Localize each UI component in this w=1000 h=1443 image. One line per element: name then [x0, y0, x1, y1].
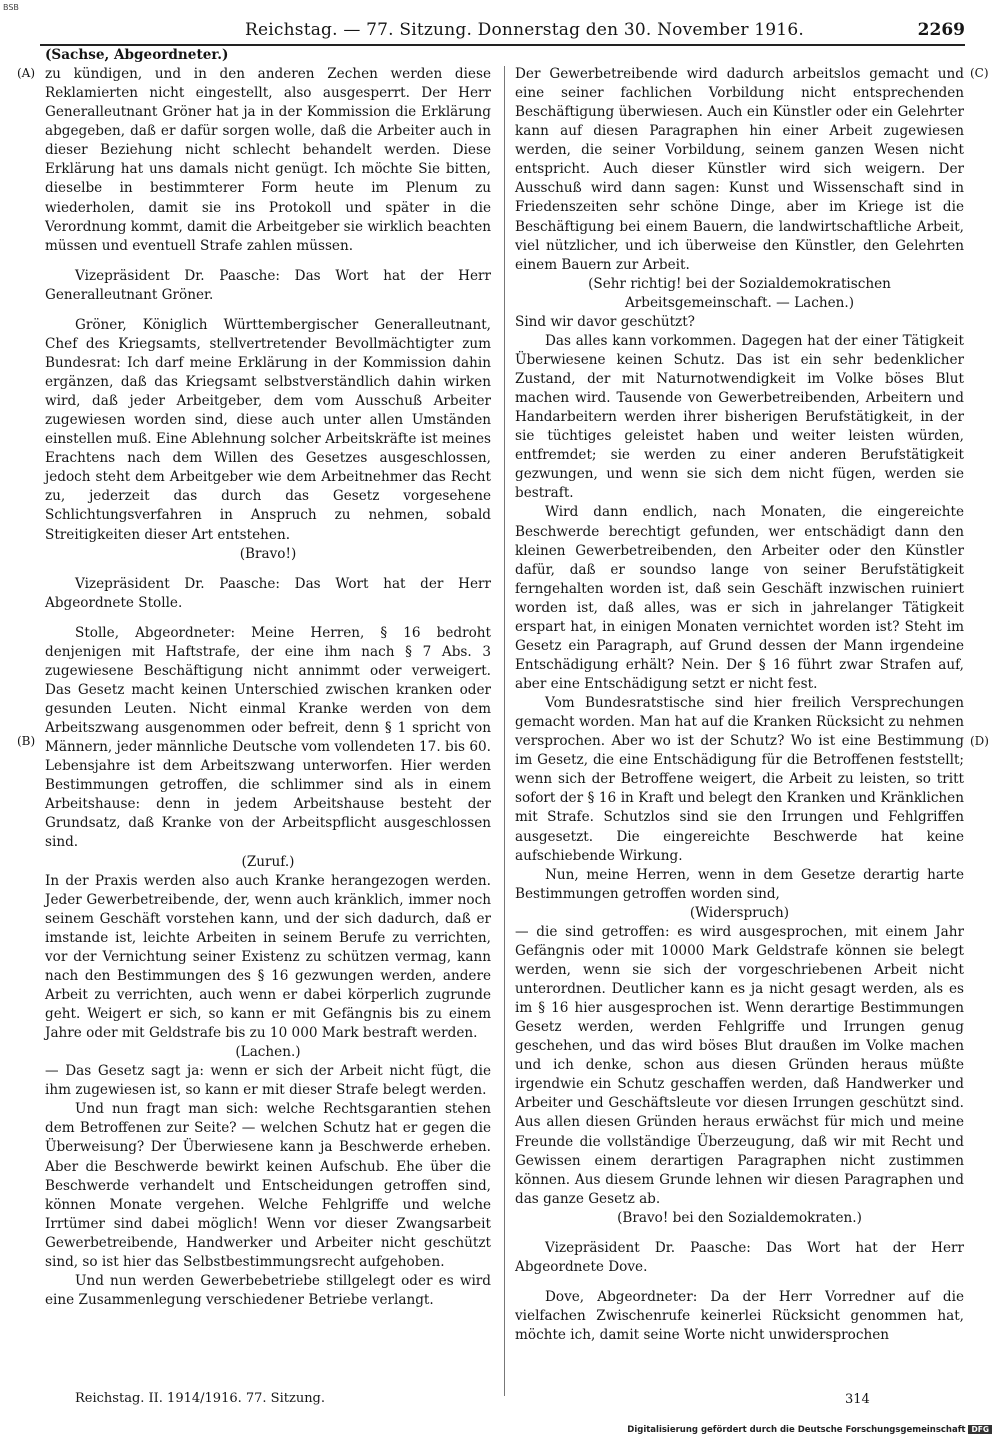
- right-column-paragraph: (Widerspruch): [689, 904, 790, 921]
- left-column-paragraph: Gröner, Königlich Württembergischer Generalleutnant, Chef des Kriegsamts, stellvertretender Bevollmächtigter zum Bundesrat: Ich darf meine Erklärung in der Kommission dahin ergänzen, daß das Kriegsamt selbstverständlich dahin wirken wird, daß jeder Arbeitgeber, dem vom Ausschuß Arbeiter zugewiesen worden sind, diese auch unter allen Umständen einstellen muß. Eine Ablehnung solcher Arbeitskräfte ist meines Erachtens nach dem Willen des Gesetzes ausgeschlossen, jedoch steht dem Arbeitgeber wie dem Arbeitnehmer das Recht zu, jederzeit das durch das Gesetz vorgesehene Schlichtungsverfahren in Anspruch zu nehmen, sobald Streitigkeiten dieser Art entstehen.: [45, 316, 491, 543]
- right-column-paragraph: Sind wir davor geschützt?: [515, 313, 695, 330]
- header-title: Reichstag. — 77. Sitzung. Donnerstag den 30. November 1916.: [245, 20, 804, 40]
- paragraph-gap: [45, 305, 491, 316]
- right-column-paragraph: Nun, meine Herren, wenn in dem Gesetze derartig harte Bestimmungen getroffen worden sind,: [515, 866, 964, 902]
- footer-page-count: 314: [845, 1392, 870, 1407]
- right-column-paragraph: Vizepräsident Dr. Paasche: Das Wort hat der Herr Abgeordnete Dove.: [515, 1239, 964, 1275]
- left-column-paragraph: (Zuruf.): [241, 853, 295, 870]
- left-column-paragraph: Stolle, Abgeordneter: Meine Herren, § 16 bedroht denjenigen mit Haftstrafe, der eine ihm nach § 7 Abs. 3 zugewiesene Beschäftigung nicht annimmt oder verweigert. Das Gesetz macht keinen Unterschied zwischen kranken oder gesunden Leuten. Nicht einmal Kranke werden von dem Arbeitszwang ausgenommen oder befreit, denn § 1 spricht von Männern, jeder männliche Deutsche vom vollendeten 17. bis 60. Lebensjahre ist dem Arbeitszwang unterworfen. Hier werden Bestimmungen getroffen, die schlimmer sind als in einem Arbeitshause: denn in jedem Arbeitshause besteht der Grundsatz, daß Kranke von der Arbeitspflicht ausgeschlossen sind.: [45, 624, 491, 851]
- page-number: 2269: [917, 20, 965, 40]
- margin-label-b: (B): [17, 734, 36, 748]
- right-column-paragraph: Das alles kann vorkommen. Dagegen hat der einer Tätigkeit Überwiesene keinen Schutz. Das ist ein sehr bedenklicher Zustand, der mit Naturnotwendigkeit im Volke böses Blut machen wird. Tausende von Gewerbetreibenden, Arbeitern und Handarbeitern werden ihrer bisherigen Berufstätigkeit, in der sie tüchtiges geleistet haben und weiter leisten würden, entfremdet; sie werden zu einer anderen Berufstätigkeit gezwungen, und wenn sie sich dem nicht fügen, werden sie bestraft.: [515, 332, 964, 502]
- left-column-paragraph: Und nun fragt man sich: welche Rechtsgarantien stehen dem Betroffenen zur Seite? — welchen Schutz hat er gegen die Überweisung? Der Überwiesene kann ja Beschwerde erheben. Aber die Beschwerde bewirkt keinen Aufschub. Ehe über die Beschwerde verhandelt und Entscheidungen getroffen sind, können Monate vergehen. Welche Fehlgriffe und welche Irrtümer sind dabei möglich! Wenn vor dieser Zwangsarbeit Gewerbetreibende, Handwerker und Arbeiter nicht geschützt sind, so ist hier das Selbstbestimmungsrecht aufgehoben.: [45, 1101, 491, 1270]
- left-text-column: [45, 46, 491, 1310]
- left-column-paragraph: Vizepräsident Dr. Paasche: Das Wort hat der Herr Abgeordnete Stolle.: [45, 575, 491, 611]
- right-column-paragraph: Wird dann endlich, nach Monaten, die eingereichte Beschwerde berechtigt gefunden, wer entschädigt dann den kleinen Gewerbetreibenden, den Arbeiter oder den Künstler dafür, daß er soundso lange von seiner Berufstätigkeit ferngehalten worden ist, daß sein Geschäft inzwischen ruiniert worden ist, daß alles, was er sich in jahrelanger Tätigkeit erspart hat, in einigen Monaten vernichtet worden ist? Steht im Gesetz ein Paragraph, auf Grund dessen der Mann irgendeine Entschädigung erhält? Nein. Der § 16 führt zwar Strafen auf, aber eine Entschädigung setzt er nicht fest.: [515, 504, 964, 692]
- right-column-paragraph: (Bravo! bei den Sozialdemokraten.): [617, 1209, 862, 1226]
- margin-label-a: (A): [17, 66, 36, 80]
- digitization-text: Digitalisierung gefördert durch die Deutsche Forschungsgemeinschaft: [627, 1425, 966, 1435]
- margin-label-d: (D): [970, 734, 989, 748]
- left-column-paragraph: Vizepräsident Dr. Paasche: Das Wort hat der Herr Generalleutnant Gröner.: [45, 267, 491, 303]
- left-column-paragraph: Und nun werden Gewerbebetriebe stillgelegt oder es wird eine Zusammenlegung verschiedener Betriebe verlangt.: [45, 1272, 491, 1308]
- right-column-paragraph: Der Gewerbetreibende wird dadurch arbeitslos gemacht und eine seiner fachlichen Vorbildung nicht entsprechenden Beschäftigung überwiesen. Auch ein Künstler oder ein Gelehrter kann auf diesen Paragraphen hin einer Arbeit zugewiesen werden, die seiner Vorbildung, seinem ganzen Wesen nicht entspricht. Auch dieser Künstler wird sich weigern. Der Ausschuß wird dann sagen: Kunst und Wissenschaft sind in Friedenszeiten sehr schöne Dinge, aber im Kriege ist die Beschäftigung bei einem Bauern, die landwirtschaftliche Arbeit, viel nützlicher, und ich überweise den Künstler, den Gelehrten einem Bauern zur Arbeit.: [515, 66, 964, 273]
- left-column-paragraph: (Sachse, Abgeordneter.): [45, 47, 229, 63]
- left-column-paragraph: (Lachen.): [235, 1044, 301, 1061]
- paragraph-gap: [45, 564, 491, 575]
- right-column-paragraph: (Sehr richtig! bei der Sozialdemokratischen Arbeitsgemeinschaft. — Lachen.): [588, 275, 891, 311]
- right-text-column: [515, 65, 964, 1345]
- left-column-paragraph: zu kündigen, und in den anderen Zechen werden diese Reklamierten nicht eingestellt, also ausgesperrt. Der Herr Generalleutnant Gröner hat ja in der Kommission die Erklärung abgegeben, daß er dafür sorgen wolle, daß die Arbeiter auch in dieser Beziehung nicht schlecht behandelt werden. Diese Erklärung hat uns damals nicht genügt. Ich möchte Sie bitten, dieselbe in bestimmterer Form heute im Plenum zu wiederholen, damit sie ins Protokoll und später in die Verordnung kommt, damit die Arbeitgeber sie wirklich beachten müssen und eventuell Strafe zahlen müssen.: [45, 66, 491, 254]
- paragraph-gap: [515, 1277, 964, 1288]
- paragraph-gap: [45, 613, 491, 624]
- column-divider: [504, 66, 505, 1396]
- footer-left: Reichstag. II. 1914/1916. 77. Sitzung.: [75, 1391, 326, 1406]
- right-column-paragraph: — die sind getroffen: es wird ausgesprochen, mit einem Jahr Gefängnis oder mit 10000 Mark Geldstrafe können sie belegt werden, wenn sie sich der vorgeschriebenen Arbeit nicht unterordnen. Deutlicher kann es ja nicht gesagt werden, als es im § 16 hier ausgesprochen ist. Wenn derartige Bestimmungen Gesetz werden, werden Fehlgriffe und Irrungen genug geschehen, und das wird böses Blut draußen im Volke machen und ich denke, schon aus diesen Gründen heraus müßte irgendwie ein Schutz geschaffen werden, daß Handwerker und Arbeiter und Geschäftsleute vor diesen Irrungen geschützt sind. Aus allen diesen Gründen heraus erwächst für mich und meine Freunde die vollständige Überzeugung, daß wir mit Recht und Gewissen einem derartigen Paragraphen nicht zustimmen können. Aus diesem Grunde lehnen wir diesen Paragraphen und das ganze Gesetz ab.: [515, 923, 964, 1207]
- page-header: [245, 20, 965, 44]
- right-column-paragraph: Dove, Abgeordneter: Da der Herr Vorredner auf die vielfachen Zwischenrufe keinerlei Rücksicht genommen hat, möchte ich, damit seine Worte nicht unwidersprochen: [515, 1288, 964, 1344]
- digitization-note: [627, 1425, 992, 1435]
- library-mark: BSB: [3, 3, 19, 12]
- left-column-paragraph: — Das Gesetz sagt ja: wenn er sich der Arbeit nicht fügt, die ihm zugewiesen ist, so kann er mit dieser Strafe belegt werden.: [45, 1063, 491, 1099]
- margin-label-c: (C): [970, 66, 989, 80]
- paragraph-gap: [45, 256, 491, 267]
- dfg-logo: DFG: [968, 1425, 992, 1434]
- paragraph-gap: [515, 1228, 964, 1239]
- left-column-paragraph: In der Praxis werden also auch Kranke herangezogen werden. Jeder Gewerbetreibende, der, wenn auch kränklich, immer noch seinem Geschäft vorstehen kann, und der sich dadurch, daß er imstande ist, leichte Arbeiten in seinem Berufe zu verrichten, vor der Vernichtung seiner Existenz zu schützen vermag, kann nach den Bestimmungen des § 16 gezwungen werden, andere Arbeit zu verrichten, auch wenn er dabei körperlich zugrunde geht. Weigert er sich, so kann er mit Gefängnis bis zu einem Jahre oder mit Geldstrafe bis zu 10 000 Mark bestraft werden.: [45, 872, 491, 1042]
- left-column-paragraph: (Bravo!): [239, 545, 297, 562]
- right-column-paragraph: Vom Bundesratstische sind hier freilich Versprechungen gemacht worden. Man hat auf die Kranken Rücksicht zu nehmen versprochen. Aber wo ist der Schutz? Wo ist eine Bestimmung im Gesetz, die eine Entschädigung für die Betroffenen feststellt; wenn sich der Betroffene weigert, die Arbeit zu leisten, so tritt sofort der § 16 in Kraft und belegt den Kranken und Kränklichen mit Strafe. Schutzlos sind sie den Irrungen und Fehlgriffen ausgesetzt. Die eingereichte Beschwerde hat keine aufschiebende Wirkung.: [515, 695, 964, 864]
